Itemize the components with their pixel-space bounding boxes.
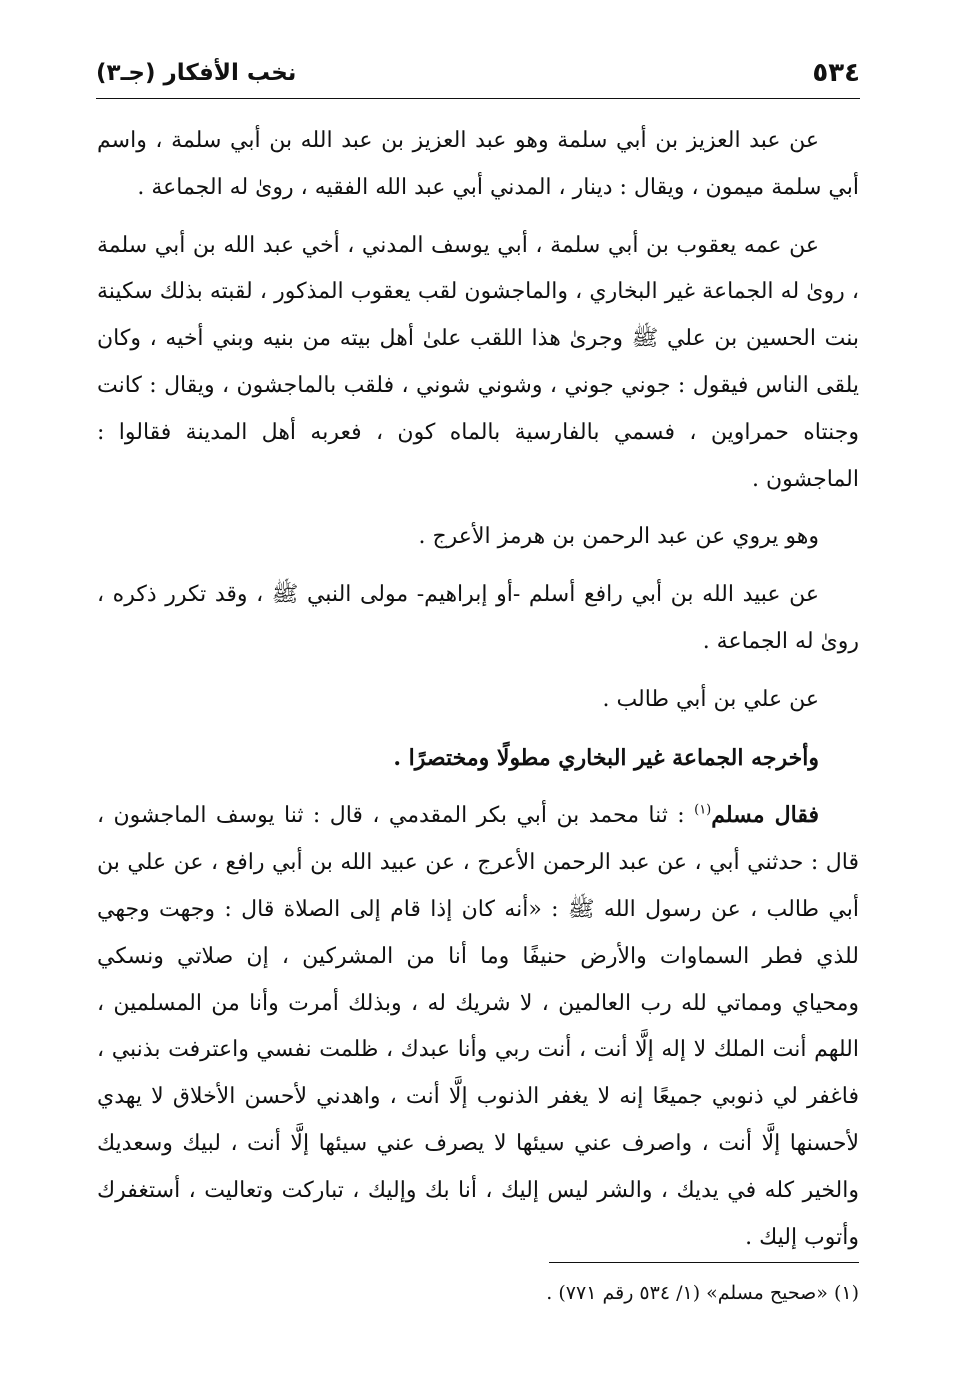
paragraph-ali: عن علي بن أبي طالب . <box>602 686 819 712</box>
paragraph-abdulaziz: عن عبد العزيز بن أبي سلمة وهو عبد العزيز بن عبد الله بن أبي سلمة ، واسم أبي سلمة ميمون ، ويقال : دينار ، المدني أبي عبد الله الفقيه ، روىٰ له الجماعة . <box>97 128 859 200</box>
page-body <box>97 118 859 1272</box>
header-rule <box>96 98 860 99</box>
paragraph-araj: وهو يروي عن عبد الرحمن بن هرمز الأعرج . <box>418 524 819 550</box>
footnote-ref[interactable]: (١) <box>694 803 712 819</box>
footnote-rule <box>549 1262 859 1263</box>
hadith-lead: فقال مسلم <box>711 802 820 829</box>
paragraph-ubaydullah: عن عبيد الله بن أبي رافع أسلم -أو إبراهيم- مولى النبي ﷺ ، وقد تكرر ذكره ، روىٰ له الجماعة . <box>97 582 859 654</box>
paragraph-takhrij: وأخرجه الجماعة غير البخاري مطولًا ومختصرًا . <box>393 744 819 771</box>
footnote: (١) «صحيح مسلم» (١/ ٥٣٤ رقم ٧٧١) . <box>546 1282 859 1304</box>
page-number: ٥٣٤ <box>812 58 860 88</box>
page-header <box>96 50 860 96</box>
paragraph-yaqub: عن عمه يعقوب بن أبي سلمة ، أبي يوسف المدني ، أخي عبد الله بن أبي سلمة ، روىٰ له الجماعة غير البخاري ، والماجشون لقب يعقوب المذكور ، لقبته بذلك سكينة بنت الحسين بن علي ﷺ وجرىٰ هذا اللقب علىٰ أهل بيته من بنيه وبني أخيه ، وكان يلقى الناس فيقول : جوني جوني ، وشوني شوني ، فلقب بالماجشون ، ويقال : كانت وجنتاه حمراوين ، فسمي بالفارسية بالماه كون ، فعربه أهل المدينة فقالوا : الماجشون . <box>97 232 859 492</box>
hadith-text: : ثنا محمد بن أبي بكر المقدمي ، قال : ثنا يوسف الماجشون ، قال : حدثني أبي ، عن عبد الرحمن الأعرج ، عن عبيد الله بن أبي رافع ، عن علي بن أبي طالب ، عن رسول الله ﷺ : «أنه كان إذا قام إلى الصلاة قال : وجهت وجهي للذي فطر السماوات والأرض حنيفًا وما أنا من المشركين ، إن صلاتي ونسكي ومحياي ومماتي لله رب العالمين ، لا شريك له ، وبذلك أمرت وأنا من المسلمين ، اللهم أنت الملك لا إله إلَّا أنت ، أنت ربي وأنا عبدك ، ظلمت نفسي واعترفت بذنبي ، فاغفر لي ذنوبي جميعًا إنه لا يغفر الذنوب إلَّا أنت ، واهدني لأحسن الأخلاق لا يهدي لأحسنها إلَّا أنت ، واصرف عني سيئها لا يصرف عني سيئها إلَّا أنت ، لبيك وسعديك والخير كله في يديك ، والشر ليس إليك ، أنا بك وإليك ، تباركت وتعاليت ، أستغفرك وأتوب إليك . <box>97 803 859 1250</box>
paragraph-hadith <box>97 792 859 1261</box>
running-title: نخب الأفكار (جـ٣) <box>96 60 297 86</box>
